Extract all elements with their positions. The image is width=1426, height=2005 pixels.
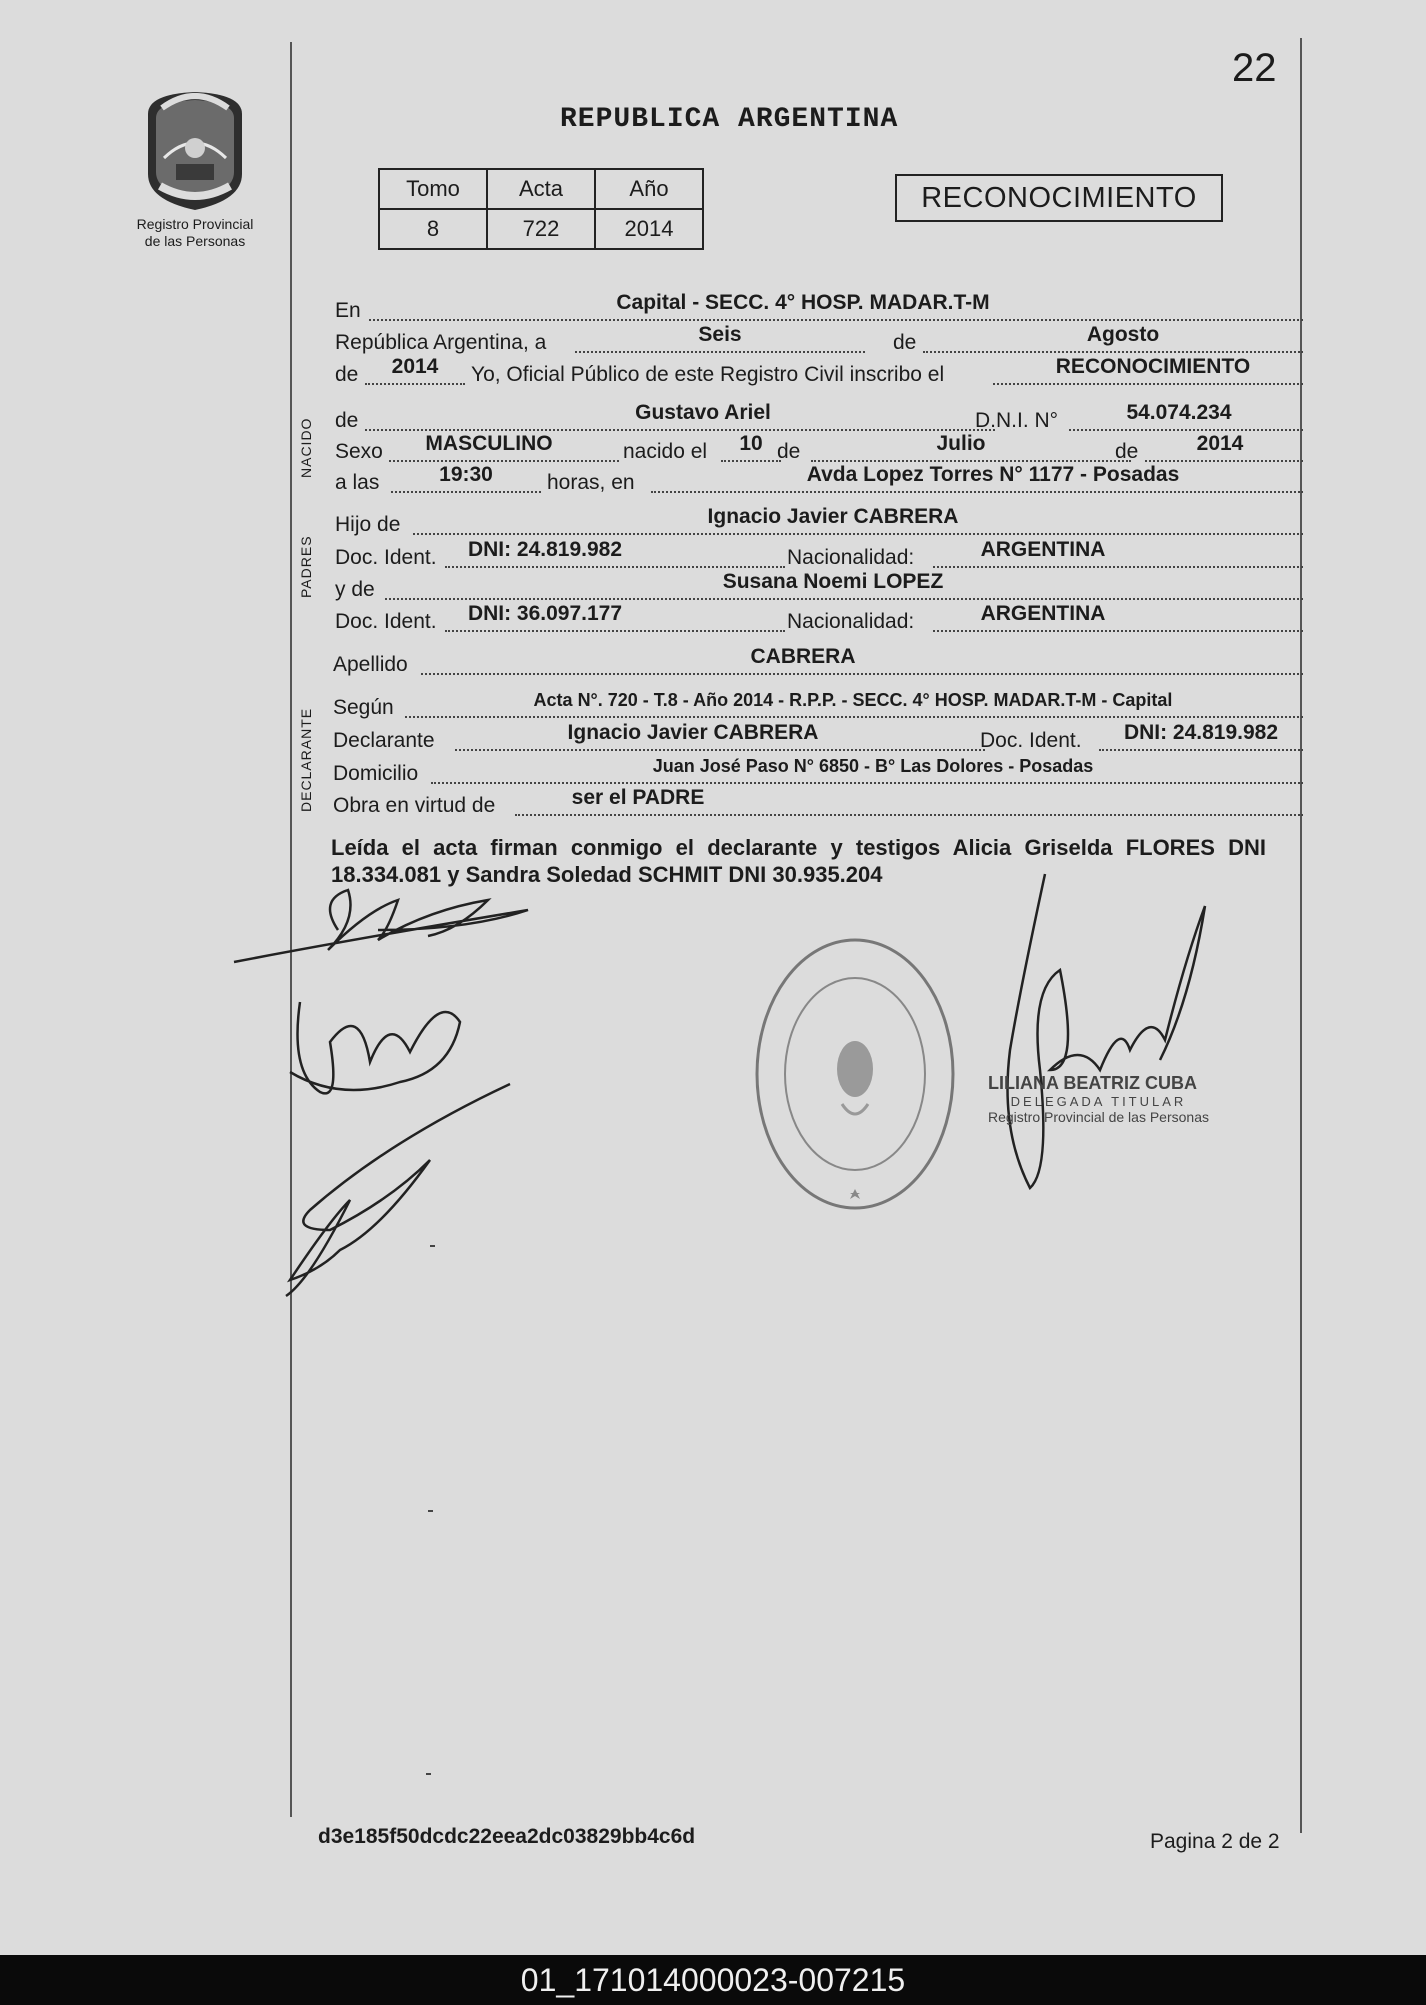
dia-value: Seis: [698, 323, 742, 346]
declarante-label: Declarante: [333, 729, 435, 752]
dotted-line: [391, 491, 541, 493]
nacido-anio: 2014: [1196, 432, 1244, 455]
dotted-line: [993, 383, 1303, 385]
de-label: de: [777, 440, 801, 463]
horas-label: horas, en: [547, 471, 635, 494]
doc-ident-label: Doc. Ident.: [335, 610, 437, 633]
official-office: Registro Provincial de las Personas: [988, 1109, 1209, 1125]
signature-official: [990, 870, 1230, 1200]
padre-value: Ignacio Javier CABRERA: [707, 505, 959, 528]
side-label-padres: PADRES: [298, 535, 314, 598]
de-label: de: [893, 331, 917, 354]
dotted-line: [651, 491, 1303, 493]
madre-doc: DNI: 36.097.177: [467, 602, 623, 625]
lugar-value: Avda Lopez Torres N° 1177 - Posadas: [806, 463, 1180, 486]
en-label: En: [335, 299, 361, 322]
form-row-domicilio: [333, 756, 1271, 792]
margin-mark: [430, 1245, 435, 1247]
signature-witness-1: [228, 870, 548, 980]
form-row-apellido: [333, 645, 1271, 683]
dotted-line: [515, 814, 1303, 816]
right-margin-line: [1300, 38, 1302, 1833]
doc-ident-label: Doc. Ident.: [335, 546, 437, 569]
de-label: de: [335, 409, 359, 432]
tomo-acta-ano-table: [378, 168, 704, 250]
apellido-value: CABRERA: [750, 645, 856, 668]
nacido-mes: Julio: [936, 432, 986, 455]
dotted-line: [1145, 460, 1303, 462]
dotted-line: [413, 533, 1303, 535]
dotted-line: [1069, 429, 1303, 431]
form-row-declarante: [333, 721, 1279, 759]
side-label-nacido: NACIDO: [298, 417, 314, 478]
table-header-acta: Acta: [487, 169, 595, 209]
margin-mark: [426, 1773, 431, 1775]
padre-doc: DNI: 24.819.982: [467, 538, 623, 561]
document-hash: d3e185f50dcdc22eea2dc03829bb4c6d: [318, 1825, 696, 1848]
declarante-doc: DNI: 24.819.982: [1123, 721, 1279, 744]
table-value-ano: 2014: [595, 209, 703, 249]
sexo-label: Sexo: [335, 440, 383, 463]
dotted-line: [365, 383, 465, 385]
dotted-line: [933, 630, 1303, 632]
dotted-line: [1099, 749, 1303, 751]
dotted-line: [455, 749, 985, 751]
nacionalidad-label: Nacionalidad:: [787, 546, 915, 569]
declarante-doc-label: Doc. Ident.: [980, 729, 1082, 752]
mes-value: Agosto: [1086, 323, 1160, 346]
province-seal-icon: [136, 88, 254, 212]
en-value: Capital - SECC. 4° HOSP. MADAR.T-M: [616, 291, 990, 314]
madre-nac: ARGENTINA: [980, 602, 1106, 625]
form-row-madre-doc: [333, 602, 1271, 640]
apellido-label: Apellido: [333, 653, 408, 676]
dotted-line: [431, 782, 1303, 784]
dotted-line: [933, 566, 1303, 568]
hijo-label: Hijo de: [335, 513, 401, 536]
padre-nac: ARGENTINA: [980, 538, 1106, 561]
form-row-obra: [333, 786, 1271, 824]
de-label: de: [335, 363, 359, 386]
side-label-declarante: DECLARANTE: [298, 707, 314, 812]
inscribo-value: RECONOCIMIENTO: [1055, 355, 1251, 378]
logo-caption-line2: de las Personas: [144, 233, 246, 249]
domicilio-value: Juan José Paso N° 6850 - B° Las Dolores - Posadas: [652, 756, 1094, 776]
dotted-line: [405, 716, 1303, 718]
official-stamp: [988, 1073, 1209, 1125]
hora-value: 19:30: [439, 463, 493, 486]
domicilio-label: Domicilio: [333, 762, 419, 785]
de-label: de: [1115, 440, 1139, 463]
document-title: REPUBLICA ARGENTINA: [560, 104, 899, 135]
delegation-stamp: [752, 934, 958, 1214]
obra-label: Obra en virtud de: [333, 794, 496, 817]
yo-text: Yo, Oficial Público de este Registro Civil inscribo el: [471, 363, 945, 386]
obra-value: ser el PADRE: [571, 786, 705, 809]
yde-label: y de: [335, 578, 375, 601]
official-name: LILIANA BEATRIZ CUBA: [988, 1073, 1197, 1093]
nacido-label: nacido el: [623, 440, 708, 463]
table-header-tomo: Tomo: [379, 169, 487, 209]
dotted-line: [365, 429, 995, 431]
declarante-value: Ignacio Javier CABRERA: [567, 721, 819, 744]
alas-label: a las: [335, 471, 380, 494]
dotted-line: [923, 351, 1303, 353]
signature-witness-2: [270, 1080, 530, 1300]
nacido-dia: 10: [739, 432, 763, 455]
table-value-acta: 722: [487, 209, 595, 249]
dni-label: D.N.I. N°: [975, 409, 1059, 432]
dotted-line: [385, 598, 1303, 600]
republica-label: República Argentina, a: [335, 331, 547, 354]
table-header-ano: Año: [595, 169, 703, 209]
dotted-line: [369, 319, 1303, 321]
dotted-line: [575, 351, 865, 353]
sexo-value: MASCULINO: [425, 432, 553, 455]
page-number: 22: [1232, 46, 1277, 90]
table-value-tomo: 8: [379, 209, 487, 249]
nacionalidad-label: Nacionalidad:: [787, 610, 915, 633]
segun-value: Acta N°. 720 - T.8 - Año 2014 - R.P.P. - SECC. 4° HOSP. MADAR.T-M - Capital: [533, 690, 1173, 710]
pagination: Pagina 2 de 2: [1150, 1830, 1280, 1853]
form-row-hora: [333, 463, 1271, 501]
dotted-line: [445, 630, 785, 632]
margin-mark: [428, 1510, 433, 1512]
logo-caption-line1: Registro Provincial: [136, 216, 254, 232]
dotted-line: [421, 673, 1303, 675]
scan-id-bar: 01_171014000023-007215: [0, 1955, 1426, 2005]
segun-label: Según: [333, 696, 394, 719]
official-role: DELEGADA TITULAR: [1010, 1094, 1187, 1109]
closing-statement: Leída el acta firman conmigo el declarante y testigos Alicia Griselda FLORES DNI 18.334.081 y Sandra Soledad SCHMIT DNI 30.935.204: [331, 835, 1266, 887]
nombre-value: Gustavo Ariel: [635, 401, 771, 424]
act-type-box: RECONOCIMIENTO: [895, 174, 1223, 222]
registry-logo: [120, 88, 270, 250]
madre-value: Susana Noemi LOPEZ: [722, 570, 944, 593]
dotted-line: [389, 460, 619, 462]
dni-value: 54.074.234: [1126, 401, 1232, 424]
dotted-line: [721, 460, 781, 462]
dotted-line: [811, 460, 1131, 462]
form-row-inscripcion: [333, 355, 1271, 393]
anio-value: 2014: [391, 355, 439, 378]
dotted-line: [445, 566, 785, 568]
